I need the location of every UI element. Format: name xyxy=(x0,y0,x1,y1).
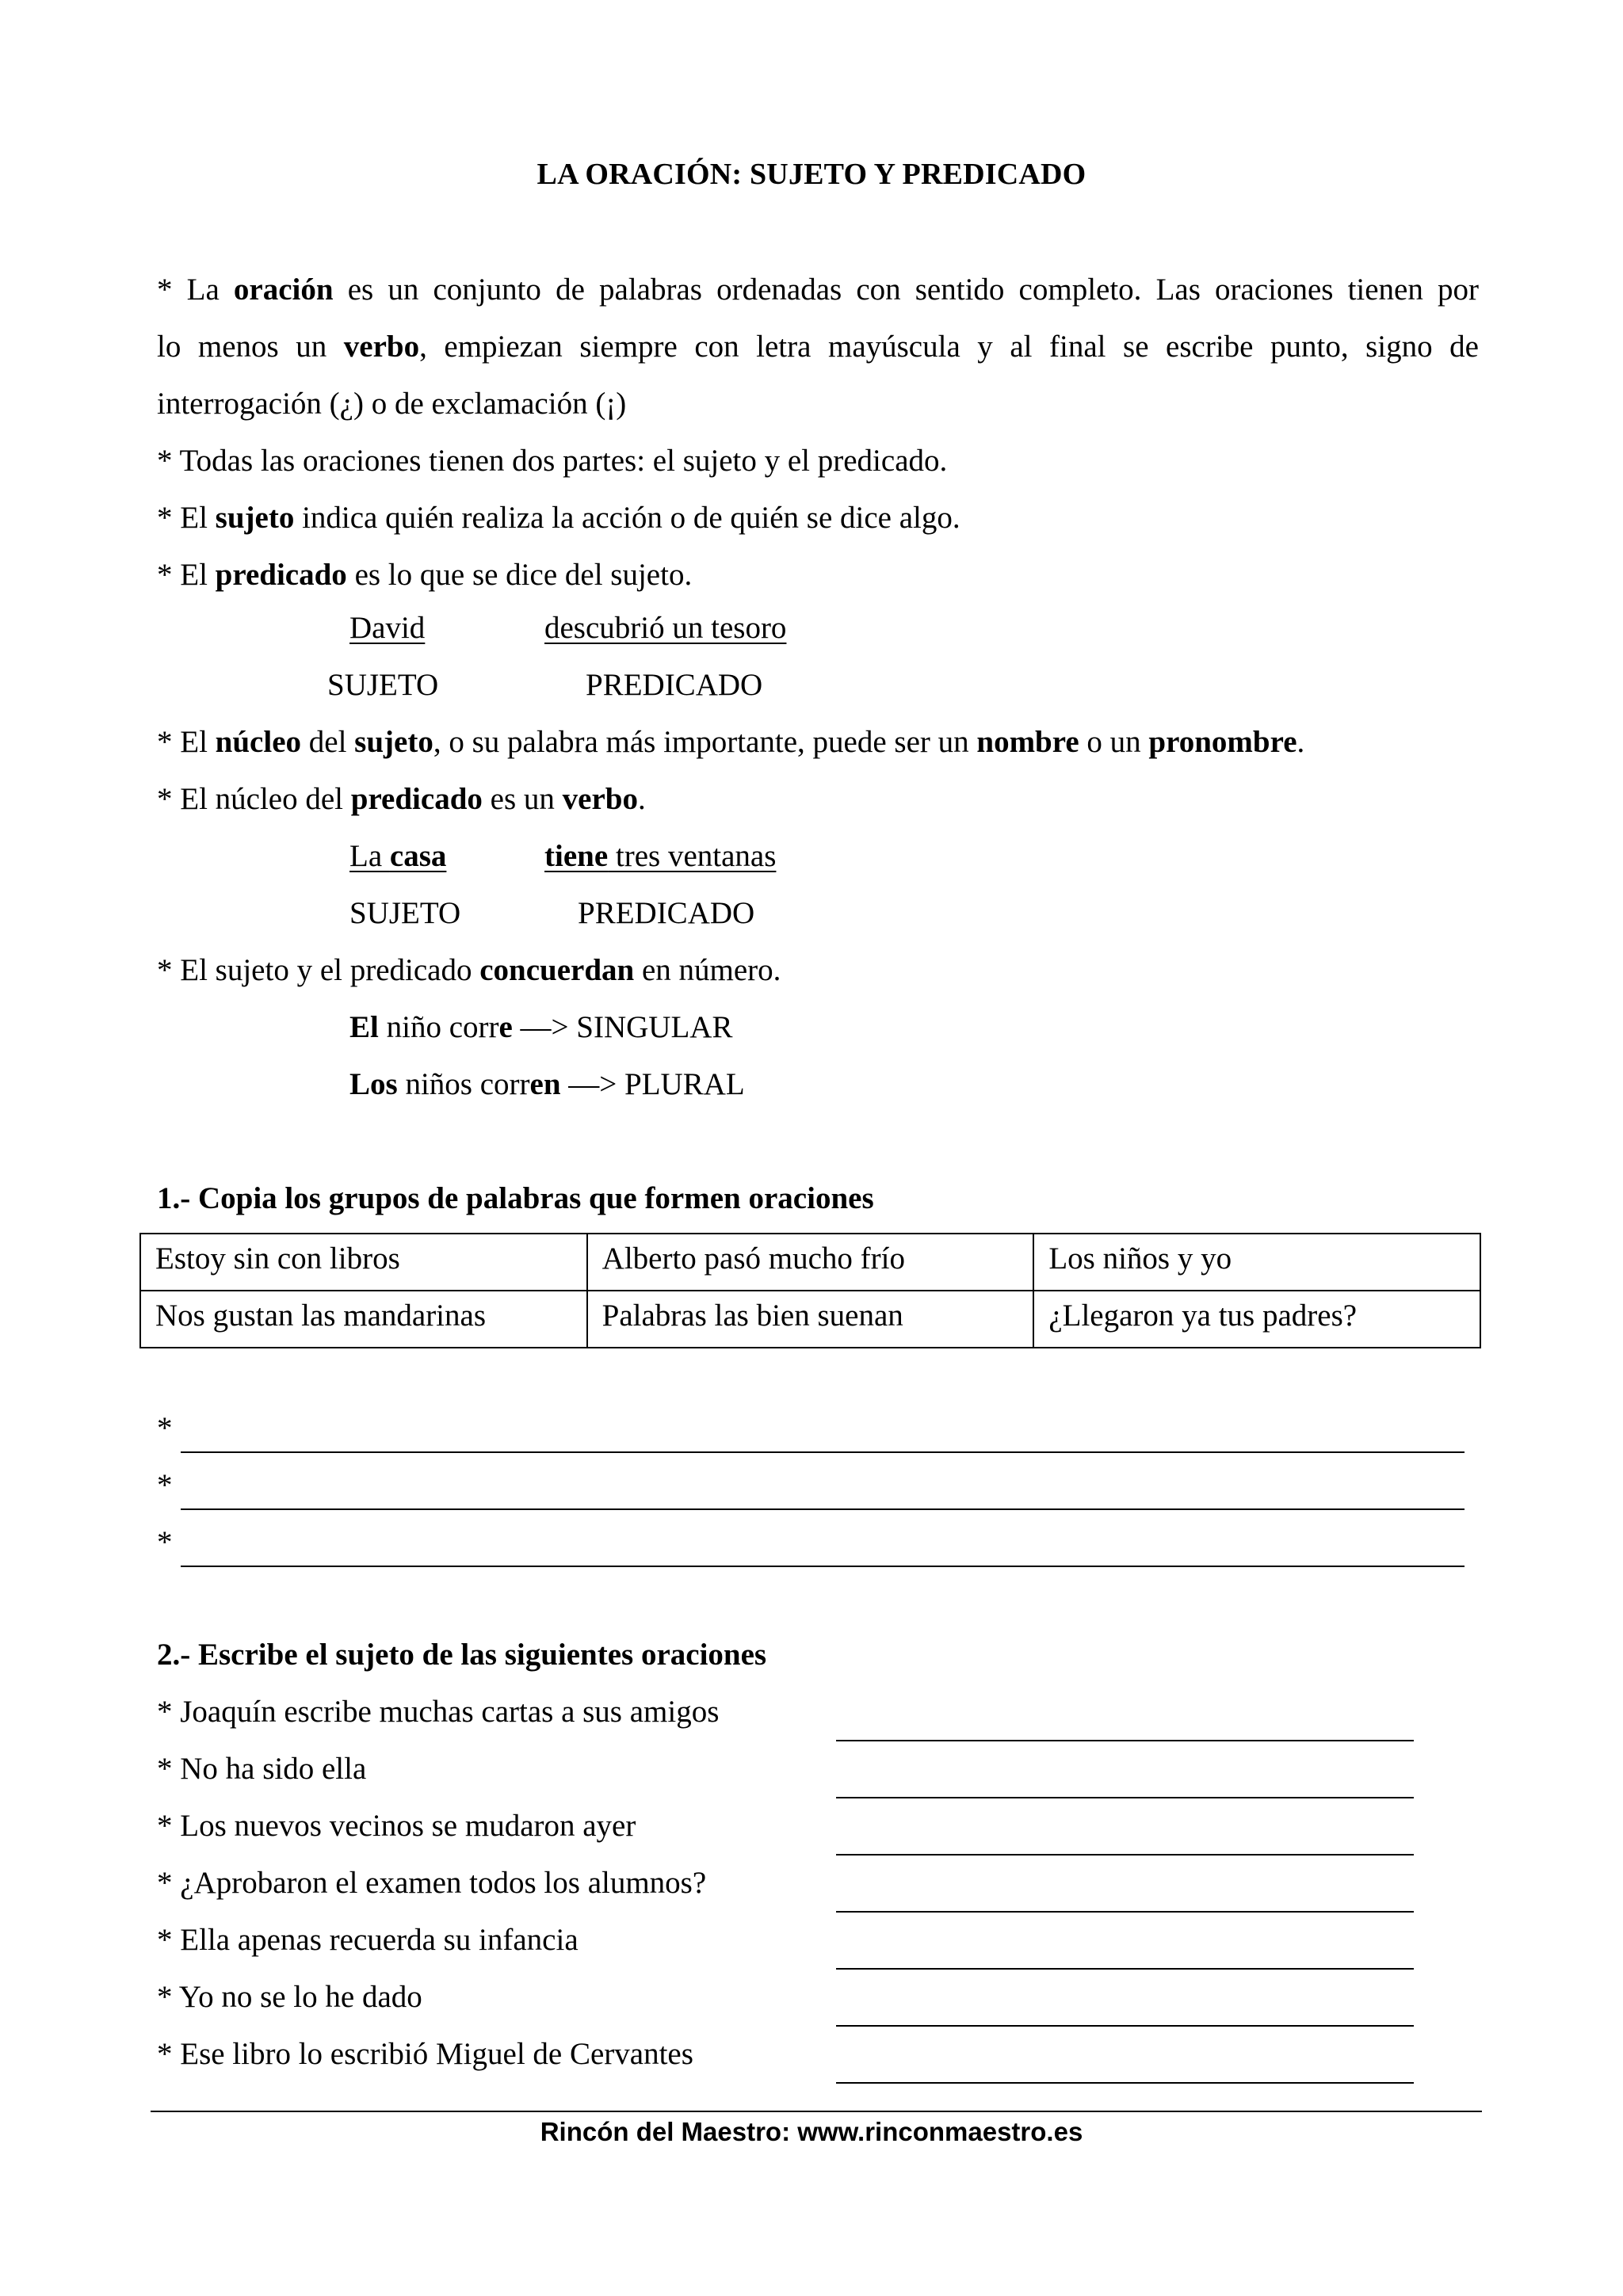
nucleus-subject-line: * El núcleo del sujeto, o su palabra más importante, puede ser un nombre o un pronombre. xyxy=(157,725,1305,759)
answer-blank[interactable] xyxy=(836,1854,1414,1855)
subject-question-2 xyxy=(157,1746,1414,1803)
subject-definition: * El sujeto indica quién realiza la acción o de quién se dice algo. xyxy=(157,501,960,535)
table-cell: Palabras las bien suenan xyxy=(587,1291,1034,1348)
footer-divider xyxy=(151,2111,1482,2112)
answer-rule xyxy=(181,1566,1465,1567)
question-text: * Ella apenas recuerda su infancia xyxy=(157,1923,579,1957)
question-text: * Ese libro lo escribió Miguel de Cervantes xyxy=(157,2037,693,2071)
example1-predicate-label: PREDICADO xyxy=(586,668,763,702)
subject-question-1 xyxy=(157,1689,1414,1746)
answer-marker: * xyxy=(157,1468,173,1502)
nucleus-predicate-line: * El núcleo del predicado es un verbo. xyxy=(157,782,646,816)
predicate-definition: * El predicado es lo que se dice del sujeto. xyxy=(157,558,693,592)
example1-subject-label: SUJETO xyxy=(327,668,439,702)
page-title: LA ORACIÓN: SUJETO Y PREDICADO xyxy=(537,158,1086,191)
answer-rule xyxy=(181,1508,1465,1510)
subject-question-6 xyxy=(157,1974,1414,2031)
table-row xyxy=(140,1234,1480,1291)
answer-line-1[interactable] xyxy=(157,1402,1465,1459)
answer-marker: * xyxy=(157,1525,173,1559)
question-text: * Joaquín escribe muchas cartas a sus amigos xyxy=(157,1695,720,1729)
subject-question-3 xyxy=(157,1803,1414,1860)
plural-example: Los niños corren —> PLURAL xyxy=(349,1067,745,1101)
answer-marker: * xyxy=(157,1411,173,1445)
intro-paragraph xyxy=(157,261,1479,604)
table-cell: Los niños y yo xyxy=(1033,1234,1480,1291)
answer-blank[interactable] xyxy=(836,2082,1414,2084)
answer-blank[interactable] xyxy=(836,1911,1414,1913)
example2-subject: La casa xyxy=(349,839,447,873)
singular-example: El niño corre —> SINGULAR xyxy=(349,1010,733,1044)
example2-subject-label: SUJETO xyxy=(349,896,461,930)
intro-line-4: * Todas las oraciones tienen dos partes: el sujeto y el predicado. xyxy=(157,444,948,478)
question-text: * ¿Aprobaron el examen todos los alumnos? xyxy=(157,1866,707,1900)
example1-predicate: descubrió un tesoro xyxy=(544,611,787,645)
example2-predicate-label: PREDICADO xyxy=(578,896,755,930)
exercise2-heading: 2.- Escribe el sujeto de las siguientes oraciones xyxy=(157,1638,767,1672)
answer-line-3[interactable] xyxy=(157,1516,1465,1573)
table-cell: Estoy sin con libros xyxy=(140,1234,587,1291)
question-text: * Yo no se lo he dado xyxy=(157,1980,422,2014)
question-text: * Los nuevos vecinos se mudaron ayer xyxy=(157,1809,636,1843)
answer-blank[interactable] xyxy=(836,1740,1414,1741)
footer-credit: Rincón del Maestro: www.rinconmaestro.es xyxy=(540,2117,1083,2146)
answer-rule xyxy=(181,1451,1465,1453)
answer-line-2[interactable] xyxy=(157,1459,1465,1516)
subject-question-4 xyxy=(157,1860,1414,1917)
table-cell: Nos gustan las mandarinas xyxy=(140,1291,587,1348)
table-cell: ¿Llegaron ya tus padres? xyxy=(1033,1291,1480,1348)
exercise1-heading: 1.- Copia los grupos de palabras que formen oraciones xyxy=(157,1181,874,1215)
table-row xyxy=(140,1291,1480,1348)
subject-question-5 xyxy=(157,1917,1414,1974)
answer-blank[interactable] xyxy=(836,1968,1414,1970)
answer-blank[interactable] xyxy=(836,2025,1414,2027)
intro-line-3: interrogación (¿) o de exclamación (¡) xyxy=(157,387,627,421)
word-groups-table xyxy=(139,1233,1481,1348)
table-cell: Alberto pasó mucho frío xyxy=(587,1234,1034,1291)
agreement-line: * El sujeto y el predicado concuerdan en número. xyxy=(157,953,781,987)
example2-predicate: tiene tres ventanas xyxy=(544,839,777,873)
intro-line-1: * La oración es un conjunto de palabras ordenadas con sentido completo. Las oraciones tienen por xyxy=(157,273,1479,307)
subject-question-7 xyxy=(157,2031,1414,2088)
example1-subject: David xyxy=(349,611,426,645)
intro-line-2: lo menos un verbo, empiezan siempre con letra mayúscula y al final se escribe punto, signo de xyxy=(157,330,1479,364)
question-text: * No ha sido ella xyxy=(157,1752,367,1786)
answer-blank[interactable] xyxy=(836,1797,1414,1798)
